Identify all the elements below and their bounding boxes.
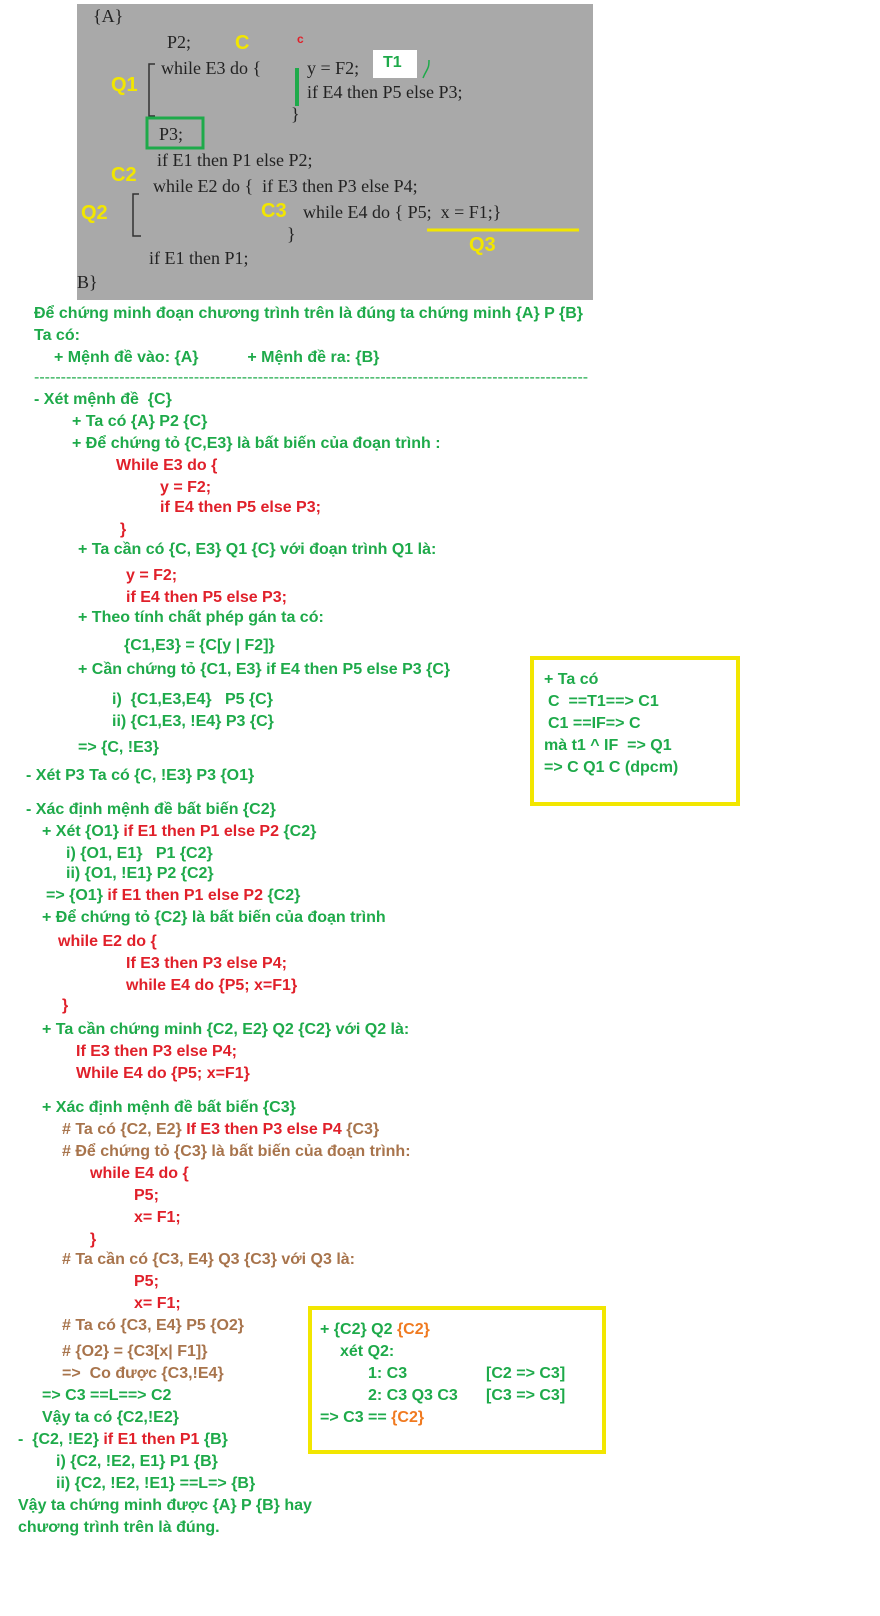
- code-line: P2;: [167, 32, 192, 52]
- code-line: P5;: [134, 1187, 159, 1204]
- box-line: + Ta có: [544, 671, 599, 688]
- box-line: C ==T1==> C1: [548, 693, 659, 710]
- code-line: P3;: [159, 124, 184, 144]
- text-line: # Ta có {C3, E4} P5 {O2}: [62, 1317, 245, 1334]
- text-line: + Để chứng tỏ {C,E3} là bất biến của đoạn trình :: [72, 435, 441, 452]
- code-line: }: [291, 104, 300, 124]
- code-line: if E4 then P5 else P3;: [307, 82, 463, 102]
- annotation-c3: C3: [261, 200, 287, 222]
- code-line: if E1 then P1 else P2;: [157, 150, 313, 170]
- code-line: y = F2;: [160, 479, 212, 496]
- bracket-q1: [149, 64, 155, 116]
- code-line: while E4 do {P5; x=F1}: [126, 977, 298, 994]
- text-line: {C1,E3} = {C[y | F2]}: [124, 637, 275, 654]
- text-line: # Để chứng tỏ {C3} là bất biến của đoạn trình:: [62, 1143, 411, 1160]
- summary-box-q2: [308, 1306, 606, 1454]
- box-line: mà t1 ^ IF => Q1: [544, 737, 672, 754]
- text-line: Vậy ta có {C2,!E2}: [42, 1409, 179, 1426]
- box-line: C1 ==IF=> C: [548, 715, 641, 732]
- annotation-c: C: [235, 32, 250, 54]
- label-b: B}: [77, 272, 98, 292]
- text-line: => {O1} if E1 then P1 else P2 {C2}: [46, 887, 301, 904]
- text-line: - {C2, !E2} if E1 then P1 {B}: [18, 1431, 228, 1448]
- text-line: + Ta có {A} P2 {C}: [72, 413, 208, 430]
- annotation-q1: Q1: [111, 74, 138, 96]
- text-line: Ta có:: [34, 327, 80, 344]
- code-line: while E4 do {: [90, 1165, 189, 1182]
- code-line: While E3 do {: [116, 457, 218, 474]
- box-line: [C3 => C3]: [486, 1387, 566, 1404]
- text-line: - Xét mệnh đề {C}: [34, 391, 172, 408]
- code-line: While E4 do {P5; x=F1}: [76, 1065, 250, 1082]
- bracket-q2: [133, 194, 141, 236]
- text-line: i) {C1,E3,E4} P5 {C}: [112, 691, 273, 708]
- text-line: Vậy ta chứng minh được {A} P {B} hay: [18, 1497, 312, 1514]
- code-line: x= F1;: [134, 1209, 181, 1226]
- code-line: If E3 then P3 else P4;: [76, 1043, 237, 1060]
- annotation-q2: Q2: [81, 202, 108, 224]
- code-line: if E4 then P5 else P3;: [126, 589, 287, 606]
- text-line: - Xét P3 Ta có {C, !E3} P3 {O1}: [26, 767, 255, 784]
- box-line: => C3 == {C2}: [320, 1409, 425, 1426]
- code-line: }: [120, 521, 127, 538]
- summary-box-q1: [530, 656, 740, 806]
- text-line: # Ta cần có {C3, E4} Q3 {C3} với Q3 là:: [62, 1251, 355, 1268]
- text-line: Để chứng minh đoạn chương trình trên là đúng ta chứng minh {A} P {B}: [34, 305, 583, 322]
- text-line: - Xác định mệnh đề bất biến {C2}: [26, 801, 276, 818]
- annotation-t1: T1: [383, 54, 402, 71]
- text-line: # Ta có {C2, E2} If E3 then P3 else P4 {C3}: [62, 1121, 380, 1138]
- box-line: + {C2} Q2 {C2}: [320, 1321, 430, 1338]
- text-line: chương trình trên là đúng.: [18, 1519, 220, 1536]
- code-line: y = F2;: [307, 58, 360, 78]
- text-line: i) {C2, !E2, E1} P1 {B}: [56, 1453, 218, 1470]
- box-line: 2: C3 Q3 C3: [368, 1387, 458, 1404]
- divider-line: --------------------------------------------------------------------------------------------------------: [34, 369, 589, 386]
- text-line: + Xác định mệnh đề bất biến {C3}: [42, 1099, 296, 1116]
- code-line: while E2 do { if E3 then P3 else P4;: [153, 176, 418, 196]
- code-line: if E1 then P1;: [149, 248, 249, 268]
- text-line: => C3 ==L==> C2: [42, 1387, 172, 1404]
- annotation-marks: [77, 4, 593, 300]
- text-line: + Để chứng tỏ {C2} là bất biến của đoạn trình: [42, 909, 386, 926]
- box-line: xét Q2:: [340, 1343, 395, 1360]
- code-line: if E4 then P5 else P3;: [160, 499, 321, 516]
- code-line: while E4 do { P5; x = F1;}: [303, 202, 502, 222]
- text-line: => Co được {C3,!E4}: [62, 1365, 224, 1382]
- text-line: ii) {C2, !E2, !E1} ==L=> {B}: [56, 1475, 256, 1492]
- code-line: }: [62, 997, 69, 1014]
- box-line: [C2 => C3]: [486, 1365, 566, 1382]
- code-line: }: [90, 1231, 97, 1248]
- code-line: }: [287, 224, 296, 244]
- text-line: + Xét {O1} if E1 then P1 else P2 {C2}: [42, 823, 317, 840]
- label-a: {A}: [93, 6, 124, 26]
- text-line: + Ta cần có {C, E3} Q1 {C} với đoạn trình Q1 là:: [78, 541, 437, 558]
- box-line: => C Q1 C (dpcm): [544, 759, 679, 776]
- text-line: => {C, !E3}: [78, 739, 159, 756]
- code-line: while E3 do {: [161, 58, 262, 78]
- p3-highlight-box: [147, 118, 203, 148]
- text-line: ii) {C1,E3, !E4} P3 {C}: [112, 713, 274, 730]
- tick-mark: [423, 60, 429, 78]
- annotation-c-small: c: [297, 32, 304, 46]
- code-line: y = F2;: [126, 567, 178, 584]
- text-line: i) {O1, E1} P1 {C2}: [66, 845, 213, 862]
- text-line: # {O2} = {C3[x| F1]}: [62, 1343, 208, 1360]
- annotation-q3: Q3: [469, 234, 496, 256]
- text-line: + Mệnh đề vào: {A} + Mệnh đề ra: {B}: [54, 349, 380, 366]
- text-line: ii) {O1, !E1} P2 {C2}: [66, 865, 214, 882]
- text-line: + Ta cần chứng minh {C2, E2} Q2 {C2} với Q2 là:: [42, 1021, 410, 1038]
- code-line: If E3 then P3 else P4;: [126, 955, 287, 972]
- code-photo: [77, 4, 593, 300]
- code-line: P5;: [134, 1273, 159, 1290]
- text-line: + Cần chứng tỏ {C1, E3} if E4 then P5 else P3 {C}: [78, 661, 451, 678]
- annotation-c2: C2: [111, 164, 137, 186]
- code-line: while E2 do {: [58, 933, 157, 950]
- code-line: x= F1;: [134, 1295, 181, 1312]
- text-line: + Theo tính chất phép gán ta có:: [78, 609, 324, 626]
- box-line: 1: C3: [368, 1365, 408, 1382]
